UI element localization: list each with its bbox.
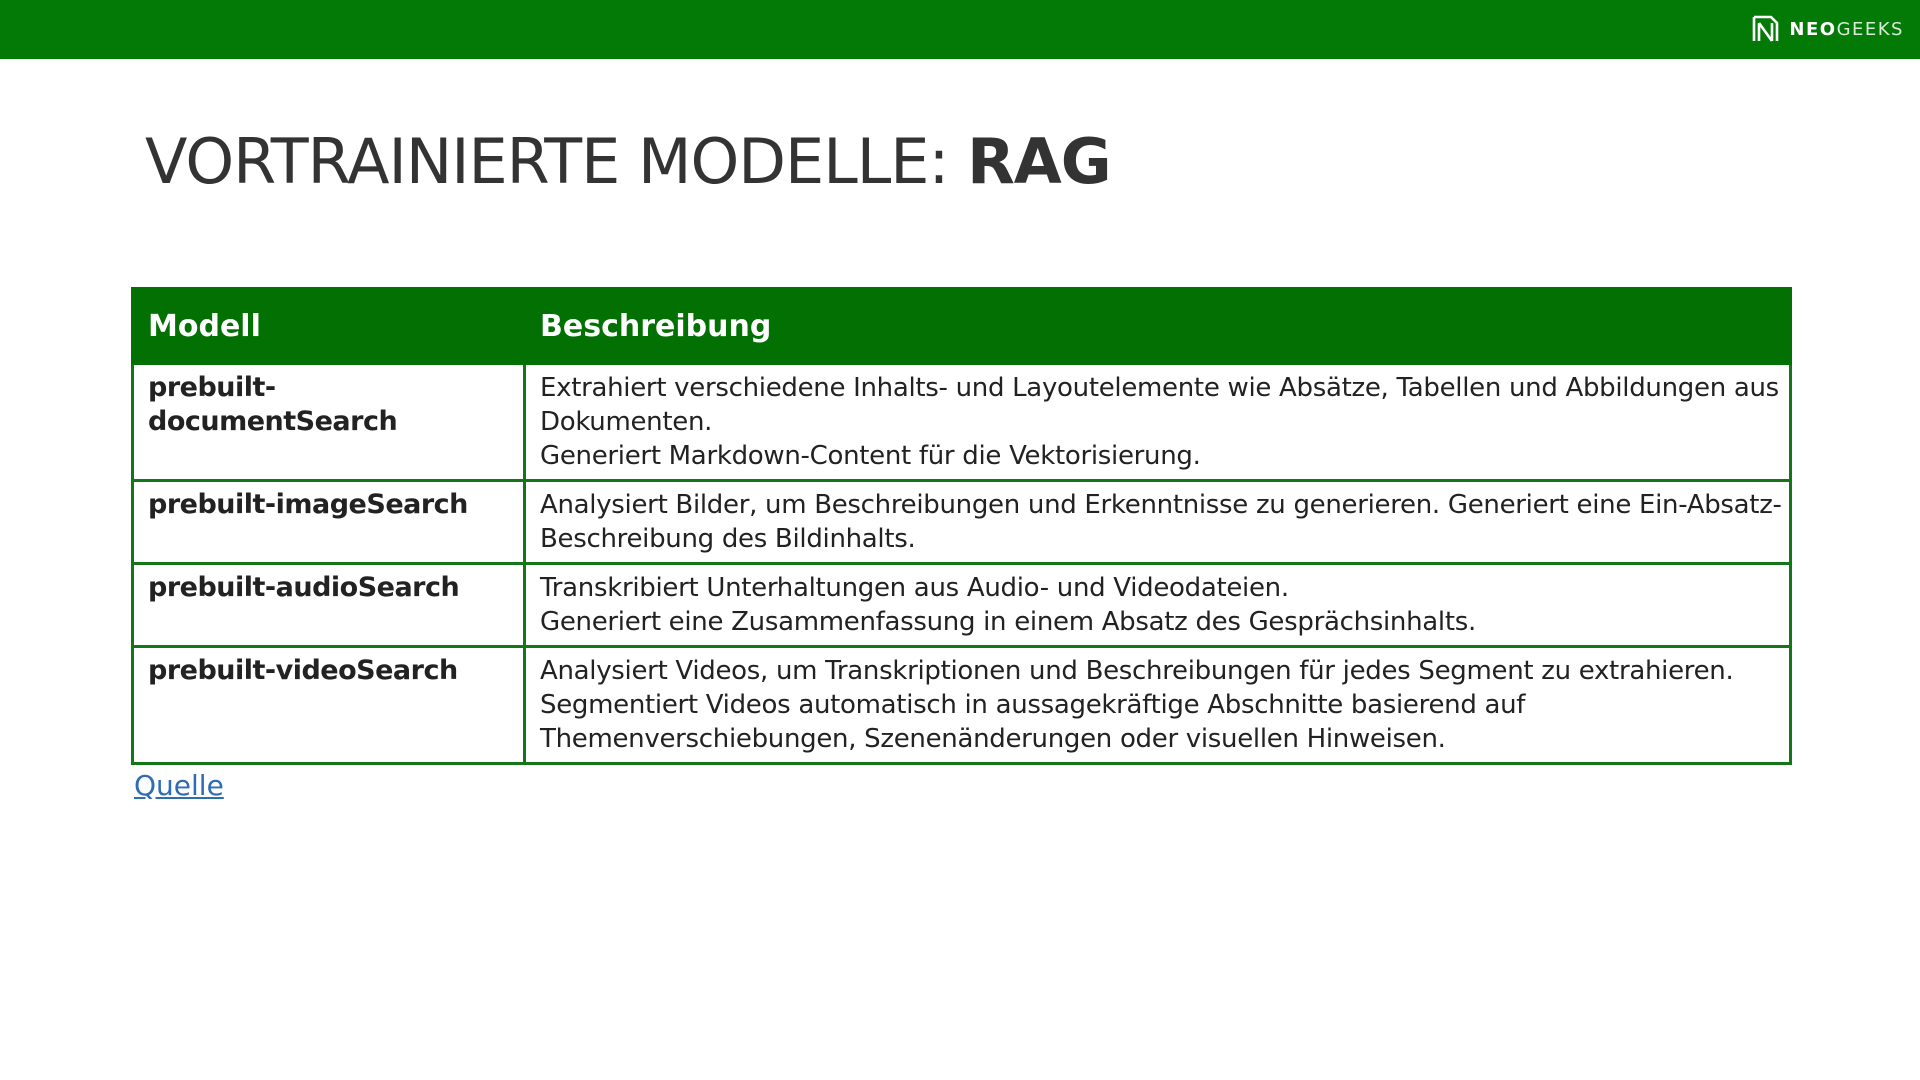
page-title [145, 125, 1111, 198]
column-header-model: Modell [133, 289, 525, 364]
model-name: prebuilt-imageSearch [133, 481, 525, 564]
table-header-row [133, 289, 1791, 364]
brand-wordmark [1789, 19, 1904, 40]
neogeeks-n-logo-icon [1751, 15, 1779, 43]
table-row [133, 564, 1791, 647]
top-banner [0, 0, 1920, 59]
model-name: prebuilt-audioSearch [133, 564, 525, 647]
description-line: Generiert eine Zusammenfassung in einem Absatz des Gesprächsinhalts. [540, 607, 1476, 637]
description-line: Segmentiert Videos automatisch in aussagekräftige Abschnitte basierend auf [540, 690, 1526, 720]
source-link[interactable]: Quelle [134, 769, 224, 802]
model-description [525, 481, 1791, 564]
description-line: Themenverschiebungen, Szenenänderungen oder visuellen Hinweisen. [540, 724, 1446, 754]
column-header-description: Beschreibung [525, 289, 1791, 364]
brand-logo [1751, 13, 1904, 45]
table-row [133, 364, 1791, 481]
description-line: Generiert Markdown-Content für die Vektorisierung. [540, 441, 1201, 471]
model-description [525, 564, 1791, 647]
model-name: prebuilt-videoSearch [133, 647, 525, 764]
brand-wordmark-bold: NEO [1789, 18, 1837, 40]
models-table [131, 287, 1792, 765]
model-name: prebuilt-documentSearch [133, 364, 525, 481]
description-line: Transkribiert Unterhaltungen aus Audio- und Videodateien. [540, 573, 1289, 603]
description-line: Beschreibung des Bildinhalts. [540, 524, 916, 554]
description-line: Dokumenten. [540, 407, 713, 437]
model-description [525, 364, 1791, 481]
page-title-bold: RAG [967, 125, 1111, 198]
page-title-regular: VORTRAINIERTE MODELLE: [145, 125, 968, 198]
model-description [525, 647, 1791, 764]
table-row [133, 647, 1791, 764]
brand-wordmark-light: GEEKS [1836, 18, 1904, 40]
description-line: Analysiert Videos, um Transkriptionen und Beschreibungen für jedes Segment zu extrahieren. [540, 656, 1734, 686]
description-line: Analysiert Bilder, um Beschreibungen und Erkenntnisse zu generieren. Generiert eine Ein-Absatz- [540, 490, 1782, 520]
table-row [133, 481, 1791, 564]
description-line: Extrahiert verschiedene Inhalts- und Layoutelemente wie Absätze, Tabellen und Abbildungen aus [540, 373, 1779, 403]
